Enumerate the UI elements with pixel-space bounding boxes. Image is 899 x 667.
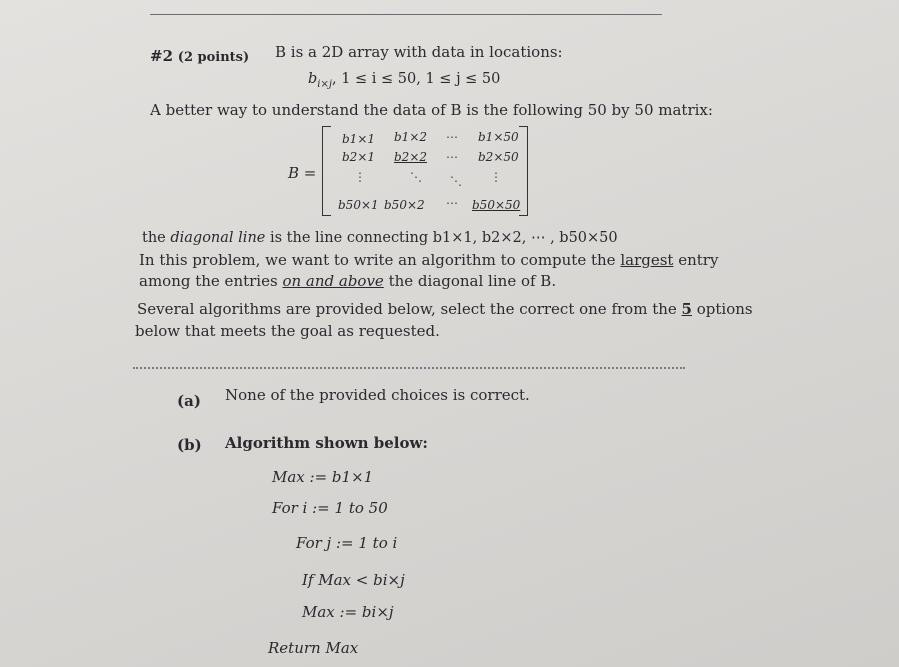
m-r4c2: b50×2 bbox=[384, 198, 425, 212]
several-line-2: below that meets the goal as requested. bbox=[135, 322, 440, 340]
diagonal-definition bbox=[142, 230, 618, 246]
problem-header bbox=[150, 47, 249, 65]
m-r2c4: b2×50 bbox=[478, 150, 519, 164]
m-r3c4: ⋮ bbox=[490, 170, 503, 184]
problem-number: #2 bbox=[150, 47, 174, 65]
diag-post: is the line connecting b1×1, b2×2, ⋯ , b50×50 bbox=[265, 230, 618, 246]
problem-intro: B is a 2D array with data in locations: bbox=[275, 43, 563, 61]
code-line-1: Max := b1×1 bbox=[272, 468, 374, 486]
m-r1c2: b1×2 bbox=[394, 130, 428, 144]
m-r3c3: ⋱ bbox=[450, 174, 463, 188]
several-five: 5 bbox=[681, 300, 692, 318]
right-bracket bbox=[519, 126, 528, 216]
option-b-label: (b) bbox=[177, 436, 202, 454]
locations-line bbox=[308, 71, 500, 90]
several1-pre: Several algorithms are provided below, select the correct one from the bbox=[137, 300, 682, 318]
m-r1c1: b1×1 bbox=[342, 132, 376, 146]
m-r1c4: b1×50 bbox=[478, 130, 519, 144]
loc-b: b bbox=[308, 71, 318, 87]
left-bracket bbox=[322, 126, 331, 216]
m-r4c3: ⋯ bbox=[446, 196, 459, 210]
code-line-3: For j := 1 to i bbox=[296, 534, 398, 552]
option-a-label: (a) bbox=[177, 392, 201, 410]
task-largest: largest bbox=[620, 251, 674, 269]
top-rule bbox=[150, 14, 662, 15]
code-line-4: If Max < bi×j bbox=[302, 571, 405, 589]
option-a-text: None of the provided choices is correct. bbox=[225, 386, 530, 404]
task-line-1 bbox=[139, 251, 718, 269]
better-way-text: A better way to understand the data of B is the following 50 by 50 matrix: bbox=[150, 101, 713, 119]
option-b-heading: Algorithm shown below: bbox=[225, 434, 428, 452]
m-r2c2: b2×2 bbox=[394, 150, 428, 164]
task-line-2 bbox=[139, 272, 556, 290]
task2-post: the diagonal line of B. bbox=[383, 272, 557, 290]
code-line-2: For i := 1 to 50 bbox=[272, 499, 388, 517]
problem-points: (2 points) bbox=[177, 50, 250, 65]
m-r1c3: ⋯ bbox=[446, 130, 459, 144]
m-r3c2: ⋱ bbox=[410, 170, 423, 184]
task1-pre: In this problem, we want to write an algorithm to compute the bbox=[139, 251, 621, 269]
matrix-b bbox=[322, 126, 528, 216]
m-r2c1: b2×1 bbox=[342, 150, 376, 164]
b-equals: B = bbox=[288, 164, 317, 182]
loc-sub: i×j bbox=[317, 78, 332, 90]
task-on-above: on and above bbox=[282, 272, 384, 290]
task2-pre: among the entries bbox=[139, 272, 283, 290]
diag-term: diagonal line bbox=[170, 230, 266, 246]
task1-post: entry bbox=[673, 251, 719, 269]
m-r4c4: b50×50 bbox=[472, 198, 521, 212]
several1-post: options bbox=[691, 300, 753, 318]
code-line-6: Return Max bbox=[268, 639, 359, 657]
m-r2c3: ⋯ bbox=[446, 150, 459, 164]
m-r3c1: ⋮ bbox=[354, 170, 367, 184]
code-line-5: Max := bi×j bbox=[302, 603, 394, 621]
m-r4c1: b50×1 bbox=[338, 198, 379, 212]
several-line-1 bbox=[137, 300, 753, 318]
loc-rest: , 1 ≤ i ≤ 50, 1 ≤ j ≤ 50 bbox=[331, 71, 501, 87]
diag-pre: the bbox=[142, 230, 171, 246]
dotted-separator bbox=[133, 367, 685, 369]
